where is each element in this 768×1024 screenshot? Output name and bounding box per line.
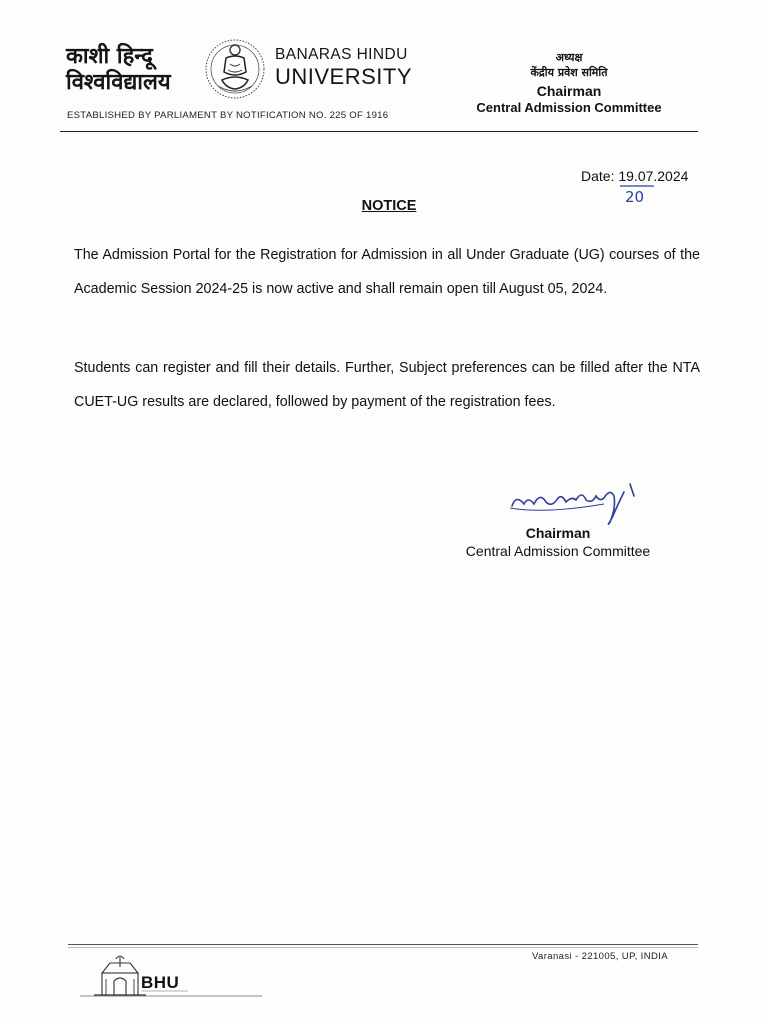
footer-divider-light: [68, 947, 698, 948]
footer-divider: [68, 944, 698, 945]
office-english-line2: Central Admission Committee: [476, 100, 662, 115]
hindi-name-line2: विश्वविद्यालय: [66, 70, 171, 95]
university-seal-icon: [204, 36, 266, 102]
signatory-title: Chairman: [525, 525, 591, 541]
notice-paragraph-2: Students can register and fill their details. Further, Subject preferences can be filled after the NTA CUET-UG results are declared, followed by payment of the registration fees.: [74, 360, 700, 410]
university-hindi-name: [66, 44, 216, 96]
header-divider: [60, 131, 698, 132]
english-name-line1: BANARAS HINDU: [275, 46, 408, 63]
notice-paragraph-1: The Admission Portal for the Registration for Admission in all Under Graduate (UG) courses of the Academic Session 2024-25 is now active and shall remain open till August 05, 2024.: [74, 247, 700, 297]
footer-address: Varanasi - 221005, UP, INDIA: [532, 951, 668, 962]
signatory-block: [456, 524, 660, 560]
handwritten-signature: [506, 474, 646, 530]
office-hindi-line2: केंद्रीय प्रवेश समिति: [530, 66, 608, 79]
university-english-name: [275, 47, 412, 88]
office-hindi-line1: अध्यक्ष: [555, 51, 583, 64]
established-line: ESTABLISHED BY PARLIAMENT BY NOTIFICATION NO. 225 OF 1916: [67, 110, 389, 121]
english-name-line2: UNIVERSITY: [275, 63, 413, 89]
date-correction-text: 20: [625, 188, 645, 206]
hindi-name-line1: काशी हिन्दू: [66, 44, 153, 69]
signatory-committee: Central Admission Committee: [465, 543, 651, 559]
notice-date: Date: 19.07.2024: [581, 168, 689, 184]
office-title: [466, 50, 672, 116]
office-english-line1: Chairman: [536, 83, 602, 99]
notice-title: NOTICE: [361, 198, 417, 214]
bhu-logo-text: BHU: [141, 973, 180, 992]
